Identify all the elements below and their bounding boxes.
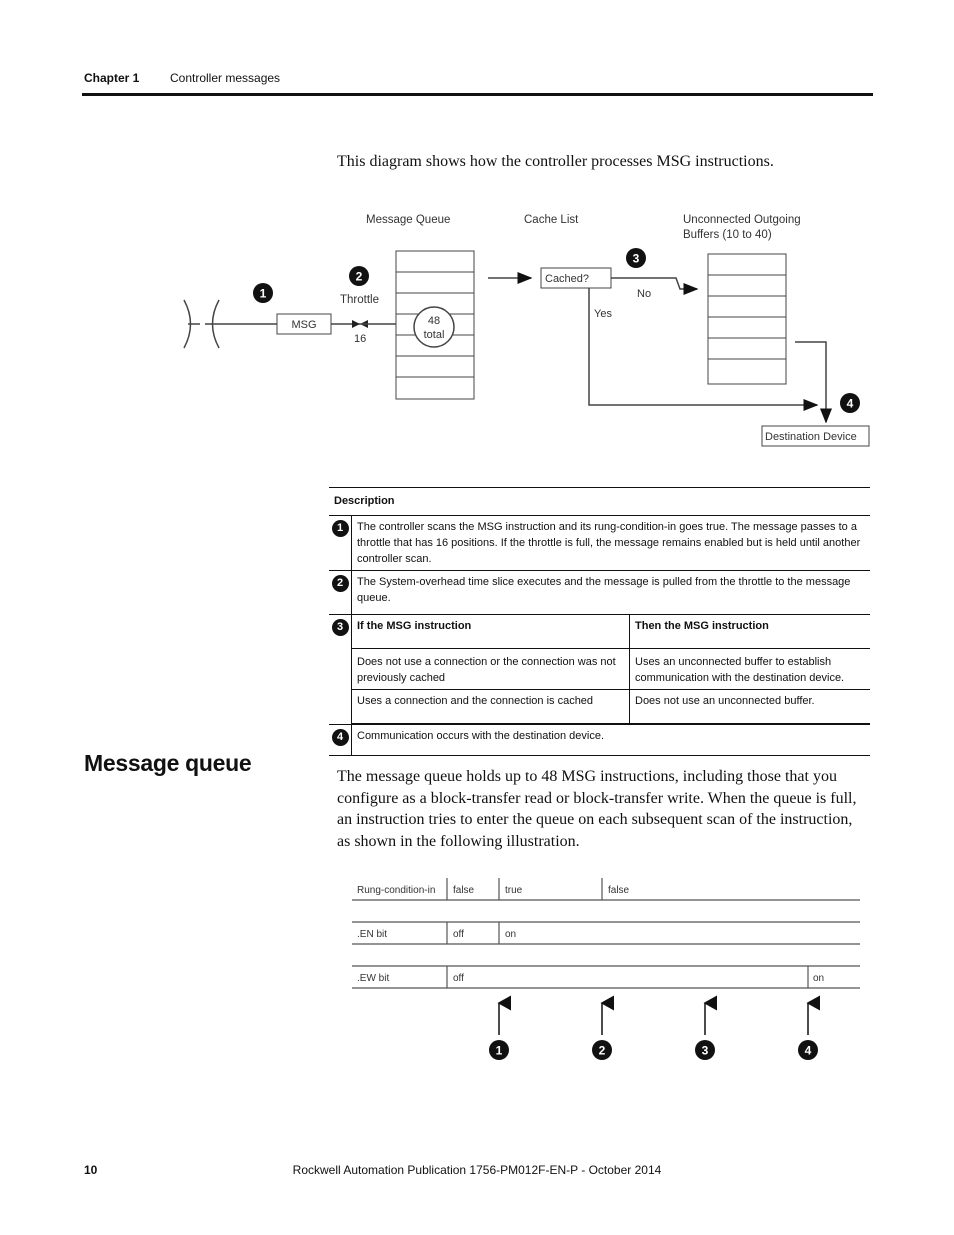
svg-text:4: 4 [846, 396, 854, 411]
buffers-stack [708, 254, 786, 384]
timing-marker-2-icon [592, 1040, 612, 1060]
en-state-on: on [505, 929, 517, 940]
rung-state-false: false [453, 885, 475, 896]
destination-label: Destination Device [765, 431, 857, 443]
en-state-off: off [453, 929, 464, 940]
marker-3-icon [626, 248, 646, 268]
timing-marker-4-icon [798, 1040, 818, 1060]
throttle-label: Throttle [340, 294, 379, 306]
marker-1-icon [253, 283, 273, 303]
rung-state-false: false [608, 885, 630, 896]
if-column-header: If the MSG instruction [352, 615, 630, 649]
message-queue-label: Message Queue [366, 214, 451, 226]
if-cell: Uses a connection and the connection is cached [352, 690, 630, 724]
chapter-title: Controller messages [170, 71, 281, 85]
cache-list-label: Cache List [524, 214, 579, 226]
queue-total-word: total [423, 329, 445, 341]
en-bit-label: .EN bit [357, 929, 388, 940]
svg-text:2: 2 [598, 1043, 606, 1058]
chapter-label: Chapter 1 [84, 71, 140, 85]
marker-2-icon [349, 266, 369, 286]
intro-text: This diagram shows how the controller processes MSG instructions. [337, 153, 774, 170]
ew-state-off: off [453, 973, 464, 984]
marker-4-icon [840, 393, 860, 413]
yes-label: Yes [594, 308, 612, 320]
row-1-number-icon: 1 [332, 520, 349, 537]
then-cell: Uses an unconnected buffer to establish communication with the destination device. [630, 649, 871, 690]
svg-text:1: 1 [259, 286, 267, 301]
row-1-text: The controller scans the MSG instruction and its rung-condition-in goes true. The message passes to a throttle that has 16 positions. If the throttle is full, the message remains enabled but is held until another controller scan. [352, 516, 871, 571]
row-3-number-icon: 3 [332, 619, 349, 636]
row-4-number-icon: 4 [332, 729, 349, 746]
msg-flow-diagram [170, 200, 880, 455]
row-4-text: Communication occurs with the destination device. [352, 725, 871, 756]
throttle-icon [352, 320, 360, 328]
row-2-number-icon: 2 [332, 575, 349, 592]
condition-subtable [352, 615, 870, 724]
timing-marker-3-icon [695, 1040, 715, 1060]
throttle-count: 16 [354, 333, 367, 345]
svg-text:4: 4 [804, 1043, 812, 1058]
svg-text:2: 2 [355, 269, 363, 284]
rung-contact-icon [184, 300, 277, 348]
timing-marker-1-icon [489, 1040, 509, 1060]
timing-diagram [345, 872, 865, 1067]
svg-text:1: 1 [495, 1043, 503, 1058]
ew-state-on: on [813, 973, 825, 984]
rung-state-true: true [505, 885, 523, 896]
buffers-label-line2: Buffers (10 to 40) [683, 229, 772, 241]
queue-total-circle [414, 307, 454, 347]
then-cell: Does not use an unconnected buffer. [630, 690, 871, 724]
then-column-header: Then the MSG instruction [630, 615, 871, 649]
svg-text:3: 3 [701, 1043, 709, 1058]
table-row [329, 571, 870, 615]
table-header: Description [329, 488, 870, 516]
footer-publication: Rockwell Automation Publication 1756-PM012F-EN-P - October 2014 [292, 1163, 662, 1177]
table-row [329, 615, 870, 725]
msg-box-label: MSG [291, 319, 317, 331]
table-row [329, 725, 870, 756]
rung-condition-label: Rung-condition-in [357, 885, 436, 896]
row-2-text: The System-overhead time slice executes and the message is pulled from the throttle to the message queue. [352, 571, 871, 615]
ew-bit-label: .EW bit [357, 973, 390, 984]
description-table [329, 487, 870, 756]
table-row [329, 516, 870, 571]
no-label: No [637, 288, 652, 300]
svg-text:3: 3 [632, 251, 640, 266]
buffers-label-line1: Unconnected Outgoing [683, 214, 801, 226]
if-cell: Does not use a connection or the connection was not previously cached [352, 649, 630, 690]
header-rule [82, 93, 873, 96]
queue-total-number: 48 [427, 315, 441, 327]
message-queue-paragraph: The message queue holds up to 48 MSG instructions, including those that you configure as a block-transfer read or block-transfer write. When the queue is full, an instruction tries to enter the queue on each subsequent scan of the instruction, as shown in the following illustration. [337, 768, 857, 850]
page-number: 10 [84, 1163, 98, 1177]
cached-label: Cached? [545, 273, 590, 285]
section-heading: Message queue [84, 750, 252, 776]
